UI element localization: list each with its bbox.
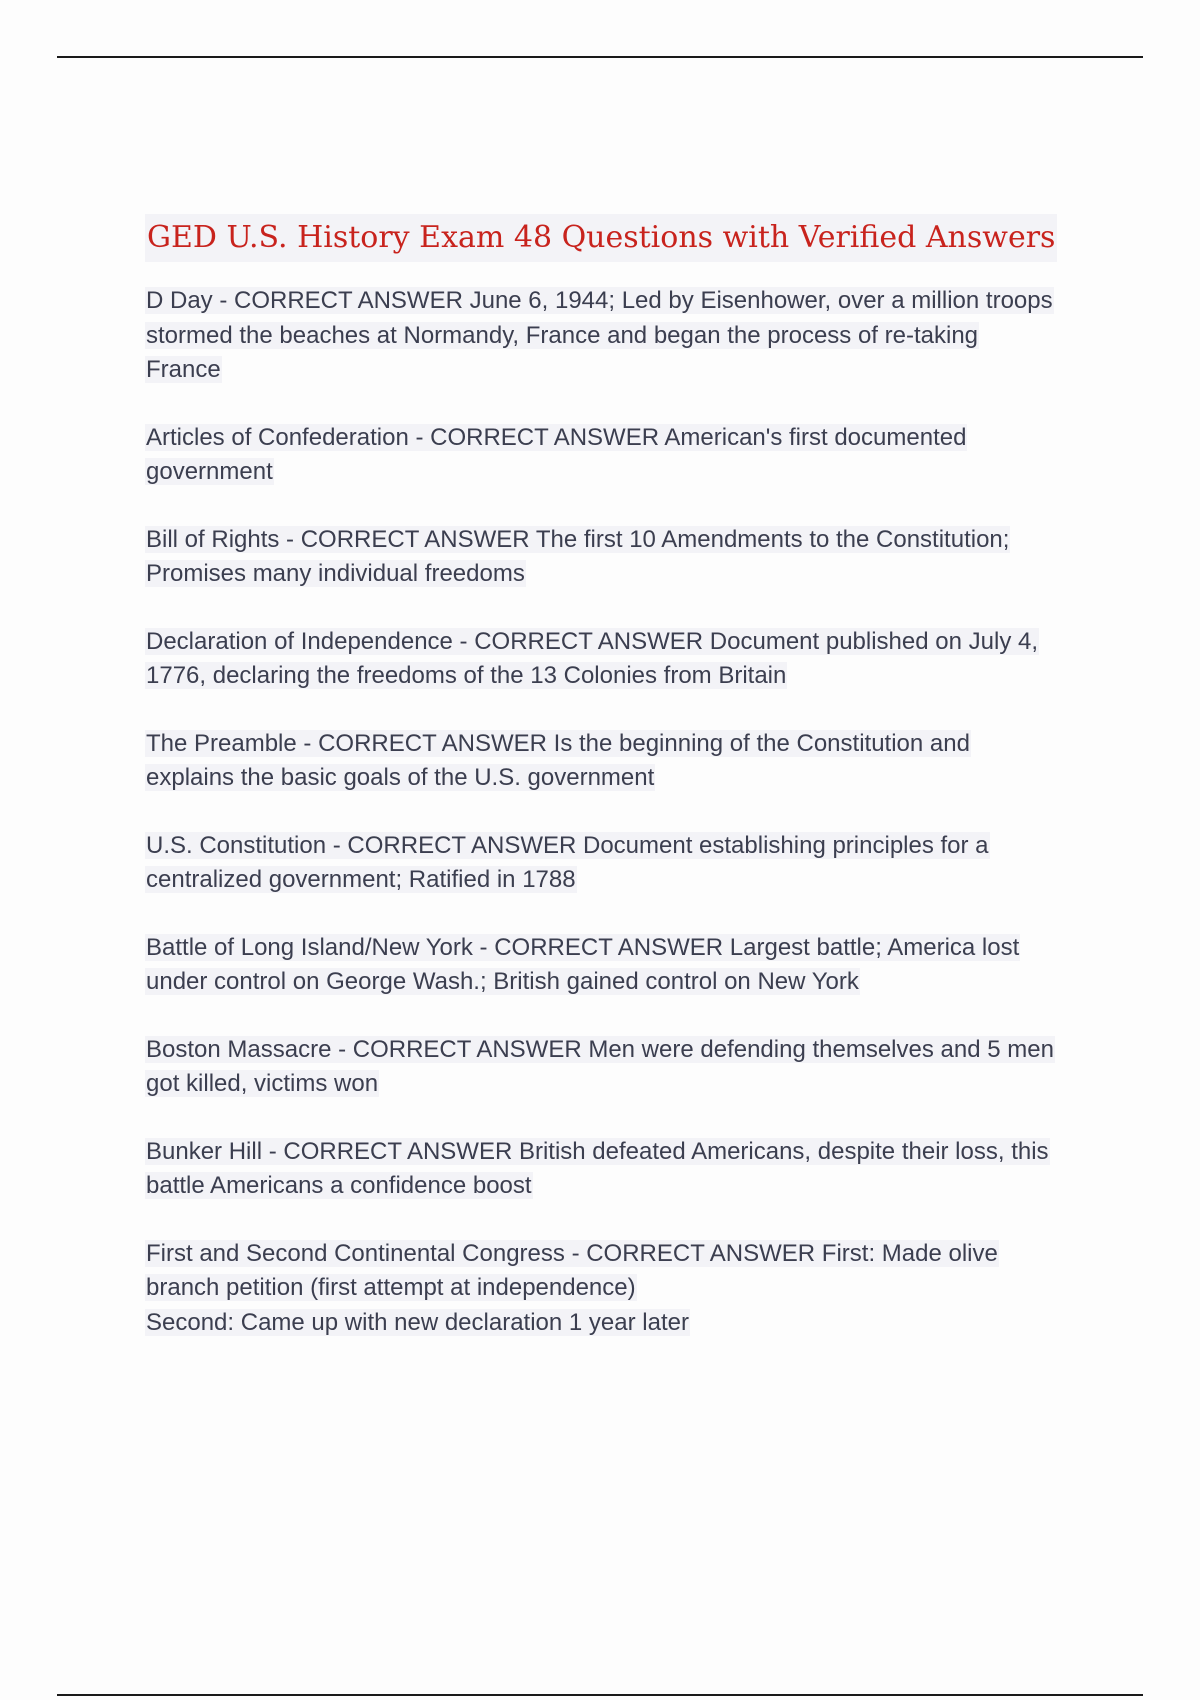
entry-line: Second: Came up with new declaration 1 year later	[146, 1308, 689, 1336]
qa-entry-bunker-hill	[145, 1135, 1095, 1204]
qa-entry-bill-of-rights	[145, 523, 1095, 592]
qa-entry-declaration-of-independence	[145, 625, 1095, 694]
entry-line: Boston Massacre - CORRECT ANSWER Men were defending themselves and 5 men	[146, 1035, 1054, 1063]
qa-entry-battle-of-long-island	[145, 931, 1095, 1000]
qa-entry-boston-massacre	[145, 1033, 1095, 1102]
document-body	[145, 214, 1095, 1373]
entry-line: U.S. Constitution - CORRECT ANSWER Document establishing principles for a	[146, 831, 989, 859]
entry-line: government	[146, 458, 273, 485]
entry-line: centralized government; Ratified in 1788	[146, 866, 576, 893]
entry-line: First and Second Continental Congress - CORRECT ANSWER First: Made olive	[146, 1239, 998, 1267]
qa-entry-preamble	[145, 727, 1095, 796]
entry-line: Battle of Long Island/New York - CORRECT ANSWER Largest battle; America lost	[146, 933, 1020, 961]
entry-line: 1776, declaring the freedoms of the 13 Colonies from Britain	[146, 662, 787, 689]
top-rule	[57, 56, 1143, 58]
entry-line: Promises many individual freedoms	[146, 560, 525, 587]
entry-line: D Day - CORRECT ANSWER June 6, 1944; Led by Eisenhower, over a million troops	[146, 287, 1053, 314]
entry-line: Bunker Hill - CORRECT ANSWER British defeated Americans, despite their loss, this	[146, 1137, 1049, 1165]
entry-line: branch petition (first attempt at independence)	[146, 1274, 636, 1301]
entry-line: Articles of Confederation - CORRECT ANSWER American's first documented	[146, 423, 967, 451]
entry-line: Bill of Rights - CORRECT ANSWER The first 10 Amendments to the Constitution;	[146, 525, 1010, 553]
qa-entry-us-constitution	[145, 829, 1095, 898]
bottom-rule	[57, 1694, 1143, 1696]
qa-entry-continental-congress	[145, 1237, 1095, 1341]
entry-line: Declaration of Independence - CORRECT ANSWER Document published on July 4,	[146, 627, 1038, 655]
entry-line: stormed the beaches at Normandy, France and began the process of re-taking	[146, 321, 979, 349]
qa-entry-d-day	[145, 284, 1095, 388]
entry-line: The Preamble - CORRECT ANSWER Is the beginning of the Constitution and	[146, 729, 970, 757]
entry-line: battle Americans a confidence boost	[146, 1172, 532, 1199]
entry-line: explains the basic goals of the U.S. government	[146, 764, 655, 791]
entry-line: under control on George Wash.; British gained control on New York	[146, 968, 859, 995]
document-title: GED U.S. History Exam 48 Questions with Verified Answers	[145, 214, 1057, 262]
entry-line: got killed, victims won	[146, 1070, 379, 1097]
entry-line: France	[146, 356, 221, 383]
qa-entry-articles-of-confederation	[145, 421, 1095, 490]
